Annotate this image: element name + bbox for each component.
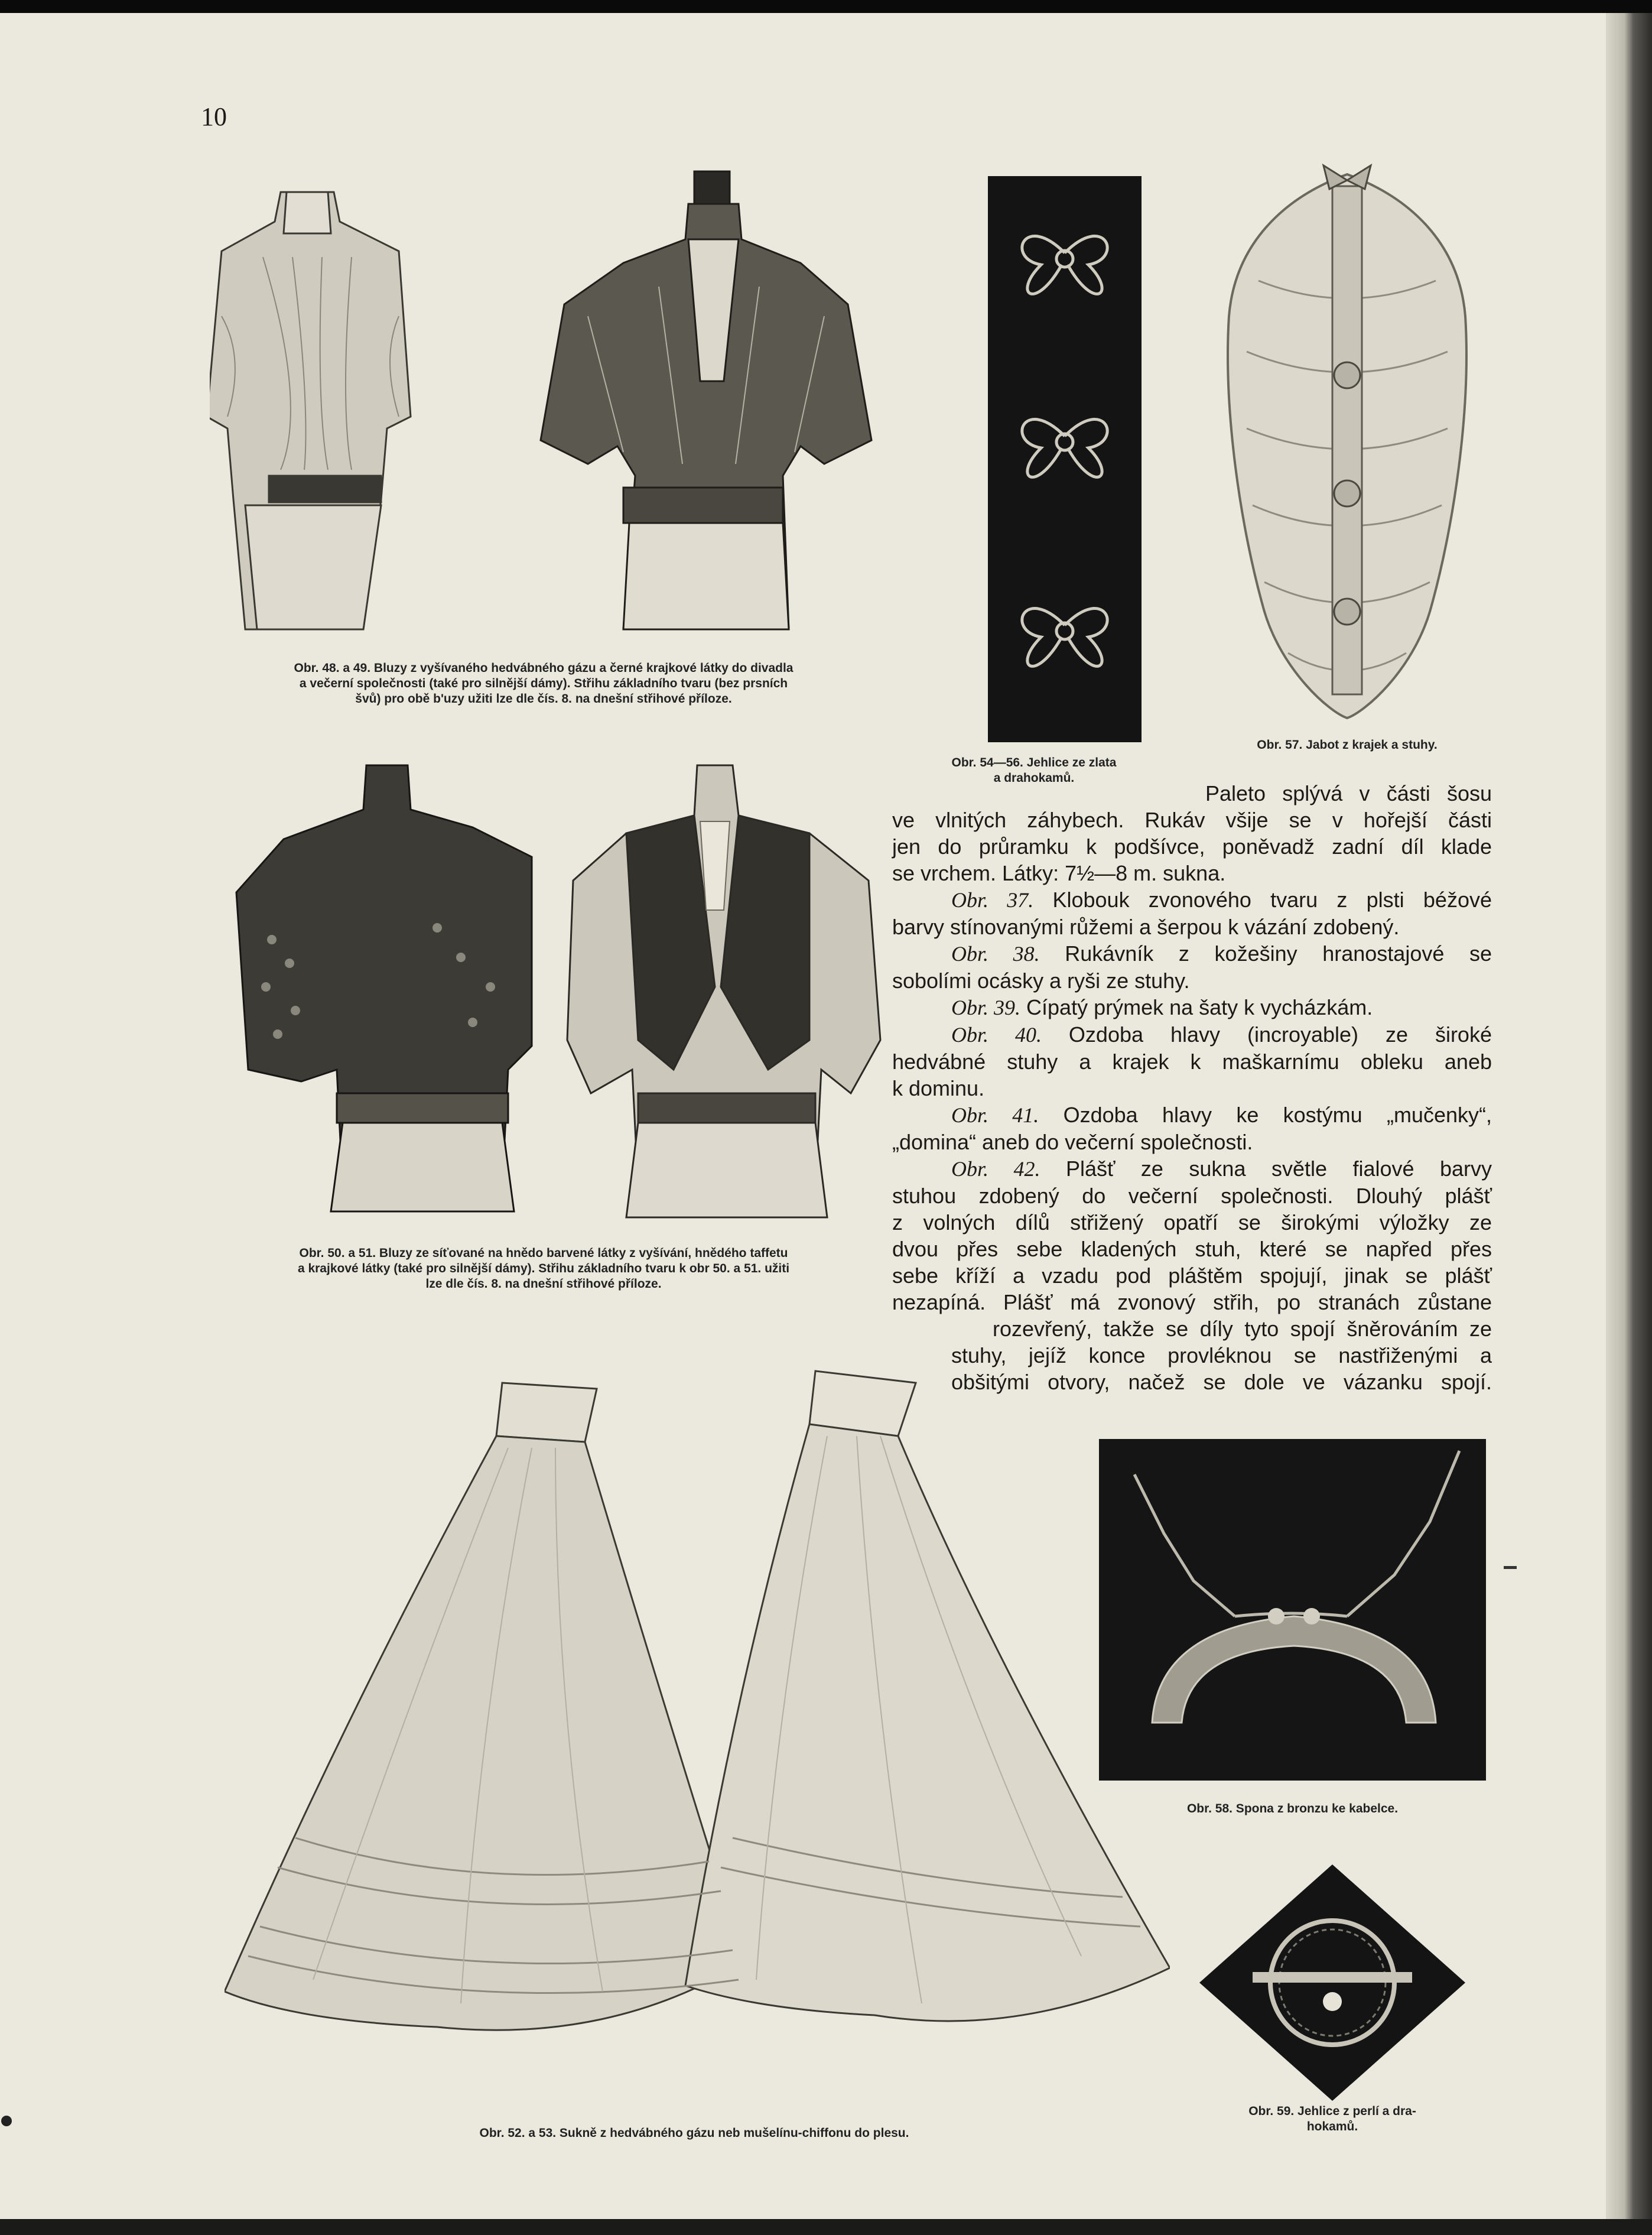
figure-caption-52-53: Obr. 52. a 53. Sukně z hedvábného gázu neb mušelínu-chiffonu do plesu. [479,2126,909,2140]
two-blouses-illustration-icon [225,762,886,1223]
scan-bottom-edge [0,2219,1652,2235]
figure-caption-48-49: Obr. 48. a 49. Bluzy z vyšívaného hedvábného gázu a černé krajkové látky do divadla a večerní společnosti (také pro silnější dámy). Střihu základního tvaru (bez prsních švů) pro obě b'uzy užiti lze dle čís. 8. na dnešní střihové příloze. [294,661,794,706]
text-line: k dominu. [892,1076,985,1100]
text-line: Obr. 39. Cípatý prýmek na šaty k vycházkám. [951,995,1373,1019]
margin-mark [1504,1566,1517,1569]
figure-caption-58: Obr. 58. Spona z bronzu ke kabelce. [1186,1802,1399,1815]
figure-caption-57: Obr. 57. Jabot z krajek a stuhy. [1257,738,1438,752]
figure-reference: Obr. 39. [951,996,1021,1019]
lace-jabot-illustration-icon [1211,163,1483,724]
two-lace-blouses-illustration-icon [210,168,877,635]
text-line: Obr. 40. Ozdoba hlavy (incroyable) ze široké [951,1022,1492,1047]
two-ball-skirts-illustration-icon [225,1365,1170,2104]
figure-caption-50-51: Obr. 50. a 51. Bluzy ze síťované na hnědo barvené látky z vyšívání, hnědého taffetu a krajkové látky (také pro silnější dámy). Střihu základního tvaru k obr 50. a 51. užiti lze dle čís. 8. na dnešní střihové příloze. [297,1246,790,1291]
text-line: se vrchem. Látky: 7½—8 m. sukna. [892,861,1226,885]
figure-reference: Obr. 40. [951,1023,1042,1047]
text-line: jen do průramku k podšívce, poněvadž zadní díl klade [892,834,1492,859]
three-bow-pins-illustration-icon [988,176,1142,742]
text-line: z volných dílů střižený opatří se širokými výložky ze [892,1210,1492,1235]
text-line: Obr. 42. Plášť ze sukna světle fialové barvy [951,1157,1492,1181]
text-line: barvy stínovanými růžemi a šerpou k vázání zdobený. [892,915,1400,939]
text-line: stuhy, jejíž konce provléknou se nastřiženými a [951,1343,1492,1367]
text-line: sobolími ocásky a ryši ze stuhy. [892,969,1190,993]
text-line: rozevřený, takže se díly tyto spojí šněrováním ze [993,1317,1492,1341]
text-line: „domina“ aneb do večerní společnosti. [892,1130,1253,1154]
text-line: sebe kříží a vzadu pod pláštěm spojují, jinak se plášť [892,1263,1492,1288]
article-body-text [892,780,1492,1395]
text-line: nezapíná. Plášť má zvonový střih, po stranách zůstane [892,1290,1492,1314]
text-line: dvou přes sebe kladených stuh, které se napřed přes [892,1237,1492,1261]
figure-caption-59: Obr. 59. Jehlice z perlí a dra- hokamů. [1248,2104,1416,2133]
figure-reference: Obr. 41. [951,1103,1039,1127]
text-line: ve vlnitých záhybech. Rukáv všije se v hořejší části [892,808,1492,832]
text-line: stuhou zdobený do večerní společnosti. Dlouhý plášť [892,1184,1492,1208]
text-line: obšitými otvory, načež se dole ve vázanku spojí. [951,1370,1492,1394]
text-line: Obr. 41. Ozdoba hlavy ke kostýmu „mučenky“, [951,1103,1492,1127]
figure-reference: Obr. 37. [951,888,1034,912]
margin-mark [1,2116,12,2126]
pearl-brooch-pin-illustration-icon [1199,1864,1465,2101]
figure-reference: Obr. 42. [951,1157,1040,1181]
text-line: Obr. 37. Klobouk zvonového tvaru z plsti béžové [951,888,1492,912]
scan-spine-edge [1606,13,1652,2235]
page-number: 10 [201,102,227,131]
text-line: Paleto splývá v části šosu [1205,781,1492,805]
figure-caption-54-56: Obr. 54—56. Jehlice ze zlata a drahokamů. [951,756,1117,785]
bronze-purse-clasp-illustration-icon [1099,1439,1486,1781]
text-line: Obr. 38. Rukávník z kožešiny hranostajové se [951,941,1492,966]
figure-reference: Obr. 38. [951,942,1040,966]
scan-top-edge [0,0,1652,13]
text-line: hedvábné stuhy a krajek k maškarnímu obleku aneb [892,1050,1492,1074]
